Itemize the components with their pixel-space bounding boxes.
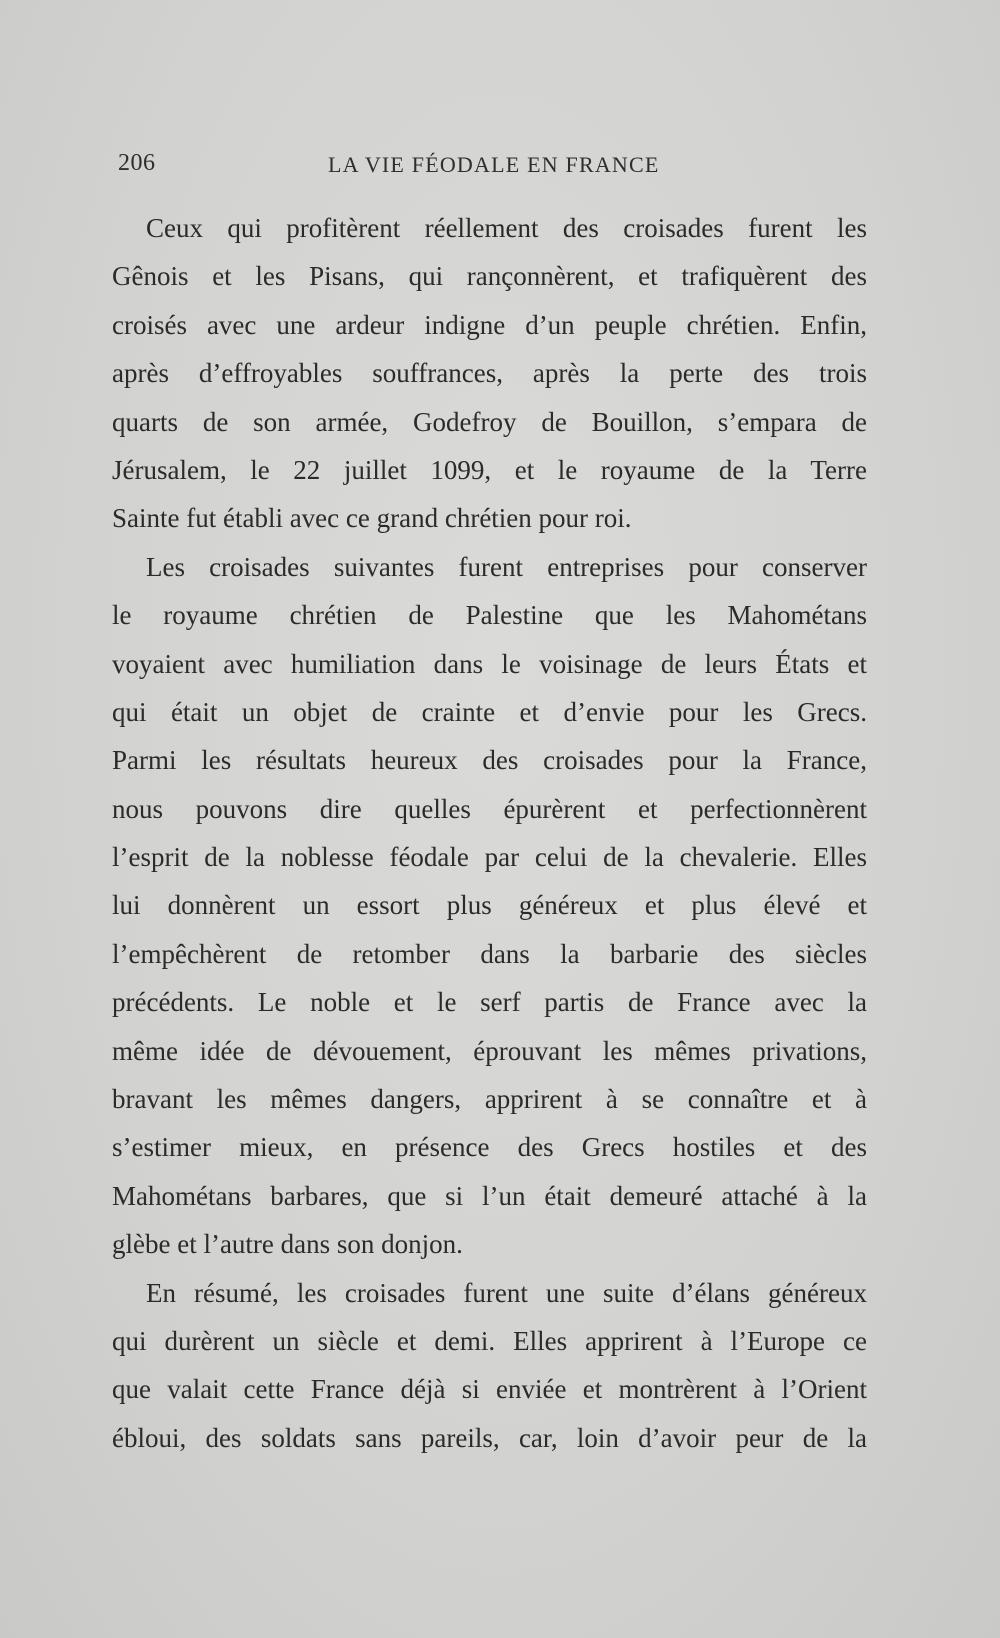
text-line: Ceux qui profitèrent réellement des croisades furent les	[146, 213, 867, 243]
text-line: Les croisades suivantes furent entreprises pour conserver	[146, 551, 867, 582]
text-line: le royaume chrétien de Palestine que les Mahométans	[112, 600, 867, 631]
text-line: l’esprit de la noblesse féodale par celui de la chevalerie. Elles	[112, 842, 867, 873]
text-line: même idée de dévouement, éprouvant les mêmes privations,	[112, 1035, 867, 1066]
text-line: Sainte fut établi avec ce grand chrétien pour roi.	[112, 503, 632, 534]
page-number: 206	[118, 150, 156, 176]
text-line: qui était un objet de crainte et d’envie pour les Grecs.	[112, 696, 867, 727]
text-line: Parmi les résultats heureux des croisades pour la France,	[112, 745, 867, 776]
text-line: qui durèrent un siècle et demi. Elles apprirent à l’Europe ce	[112, 1325, 867, 1356]
running-title: LA VIE FÉODALE EN FRANCE	[328, 152, 660, 177]
running-head	[118, 150, 868, 184]
text-line: l’empêchèrent de retomber dans la barbarie des siècles	[112, 938, 867, 969]
text-line: Mahométans barbares, que si l’un était demeuré attaché à la	[112, 1180, 867, 1211]
text-line: En résumé, les croisades furent une suite d’élans généreux	[146, 1277, 867, 1308]
body-text	[112, 204, 867, 1462]
text-line: croisés avec une ardeur indigne d’un peuple chrétien. Enfin,	[112, 309, 867, 340]
text-line: voyaient avec humiliation dans le voisinage de leurs États et	[112, 648, 867, 679]
text-line: glèbe et l’autre dans son donjon.	[112, 1229, 463, 1260]
text-line: après d’effroyables souffrances, après la perte des trois	[112, 358, 867, 389]
text-line: s’estimer mieux, en présence des Grecs hostiles et des	[112, 1132, 867, 1163]
text-line: que valait cette France déjà si enviée et montrèrent à l’Orient	[112, 1374, 867, 1405]
text-line: lui donnèrent un essort plus généreux et plus élevé et	[112, 890, 867, 921]
text-line: Gênois et les Pisans, qui rançonnèrent, et trafiquèrent des	[112, 261, 867, 292]
text-line: nous pouvons dire quelles épurèrent et perfectionnèrent	[112, 793, 867, 824]
text-line: quarts de son armée, Godefroy de Bouillon, s’empara de	[112, 406, 867, 437]
text-line: ébloui, des soldats sans pareils, car, loin d’avoir peur de la	[112, 1422, 867, 1453]
text-line: Jérusalem, le 22 juillet 1099, et le royaume de la Terre	[112, 454, 867, 485]
text-line: précédents. Le noble et le serf partis de France avec la	[112, 987, 867, 1018]
text-line: bravant les mêmes dangers, apprirent à se connaître et à	[112, 1084, 867, 1115]
